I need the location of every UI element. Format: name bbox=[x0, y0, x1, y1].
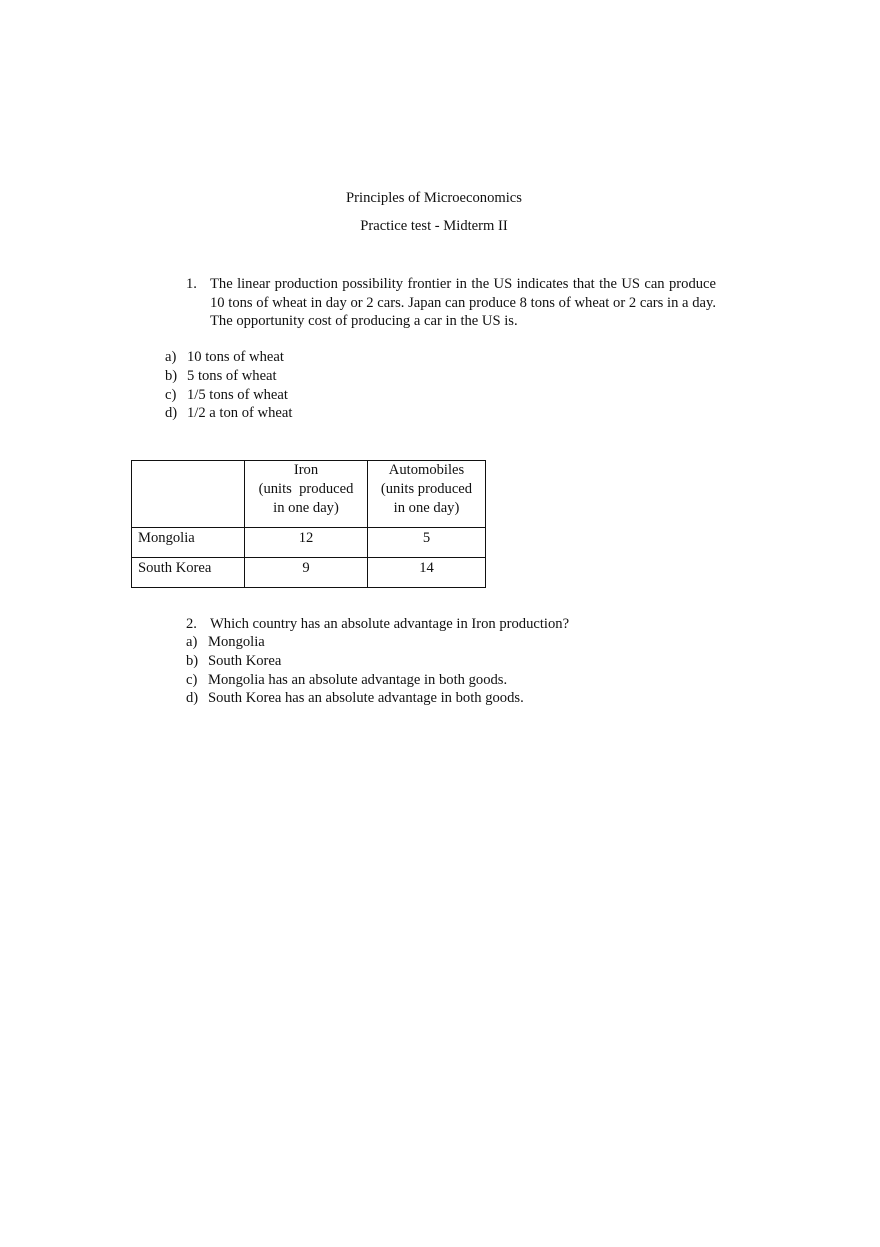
question-1-text: The linear production possibility frontier in the US indicates that the US can produce 10 tons of wheat in day or 2 cars. Japan can produce 8 tons of wheat or 2 cars in a day. The opportunity cost of producing a car in the US is. bbox=[210, 276, 716, 329]
question-1-options bbox=[165, 348, 292, 423]
iron-cell: 9 bbox=[245, 558, 368, 588]
automobiles-cell: 14 bbox=[368, 558, 486, 588]
option-text: South Korea has an absolute advantage in both goods. bbox=[208, 690, 524, 707]
question-1-option-c[interactable] bbox=[165, 386, 292, 405]
question-2-option-d[interactable] bbox=[186, 689, 524, 708]
production-table bbox=[131, 460, 486, 588]
question-2-option-c[interactable] bbox=[186, 671, 524, 690]
table-header-automobiles bbox=[368, 461, 486, 528]
question-1-number: 1. bbox=[186, 276, 197, 292]
question-2-options bbox=[186, 633, 524, 708]
header-line: in one day) bbox=[393, 499, 460, 516]
option-label: c) bbox=[186, 671, 198, 688]
country-cell: South Korea bbox=[132, 558, 245, 588]
option-text: Mongolia bbox=[208, 634, 265, 650]
option-label: b) bbox=[186, 652, 199, 669]
option-label: a) bbox=[165, 349, 177, 365]
question-2 bbox=[186, 615, 569, 634]
country-cell: Mongolia bbox=[132, 528, 245, 558]
option-label: d) bbox=[165, 405, 178, 422]
option-text: South Korea bbox=[208, 652, 282, 669]
question-1-option-b[interactable] bbox=[165, 367, 292, 386]
table-header-row bbox=[132, 461, 486, 528]
header-line: (units produced bbox=[258, 480, 354, 497]
question-1 bbox=[186, 275, 716, 331]
option-text: 5 tons of wheat bbox=[187, 367, 277, 384]
question-2-option-a[interactable] bbox=[186, 633, 524, 652]
option-label: b) bbox=[165, 367, 178, 384]
automobiles-cell: 5 bbox=[368, 528, 486, 558]
option-text: 10 tons of wheat bbox=[187, 349, 284, 365]
table-row bbox=[132, 558, 486, 588]
question-2-option-b[interactable] bbox=[186, 652, 524, 671]
table-header-iron bbox=[245, 461, 368, 528]
table-header-empty bbox=[132, 461, 245, 528]
table-row bbox=[132, 528, 486, 558]
course-title: Principles of Microeconomics bbox=[346, 190, 522, 206]
option-label: d) bbox=[186, 690, 199, 707]
option-label: c) bbox=[165, 386, 177, 403]
iron-cell: 12 bbox=[245, 528, 368, 558]
question-1-option-d[interactable] bbox=[165, 404, 292, 423]
question-2-text: Which country has an absolute advantage in Iron production? bbox=[210, 616, 570, 632]
header-line: Iron bbox=[293, 462, 319, 478]
test-title: Practice test - Midterm II bbox=[360, 218, 508, 234]
option-text: 1/2 a ton of wheat bbox=[187, 405, 293, 422]
header-line: (units produced bbox=[380, 480, 473, 497]
header-line: in one day) bbox=[273, 499, 339, 516]
header-line: Automobiles bbox=[388, 462, 465, 478]
option-text: 1/5 tons of wheat bbox=[187, 386, 288, 403]
option-label: a) bbox=[186, 634, 198, 650]
question-1-option-a[interactable] bbox=[165, 348, 292, 367]
option-text: Mongolia has an absolute advantage in both goods. bbox=[208, 671, 508, 688]
question-2-number: 2. bbox=[186, 616, 197, 632]
